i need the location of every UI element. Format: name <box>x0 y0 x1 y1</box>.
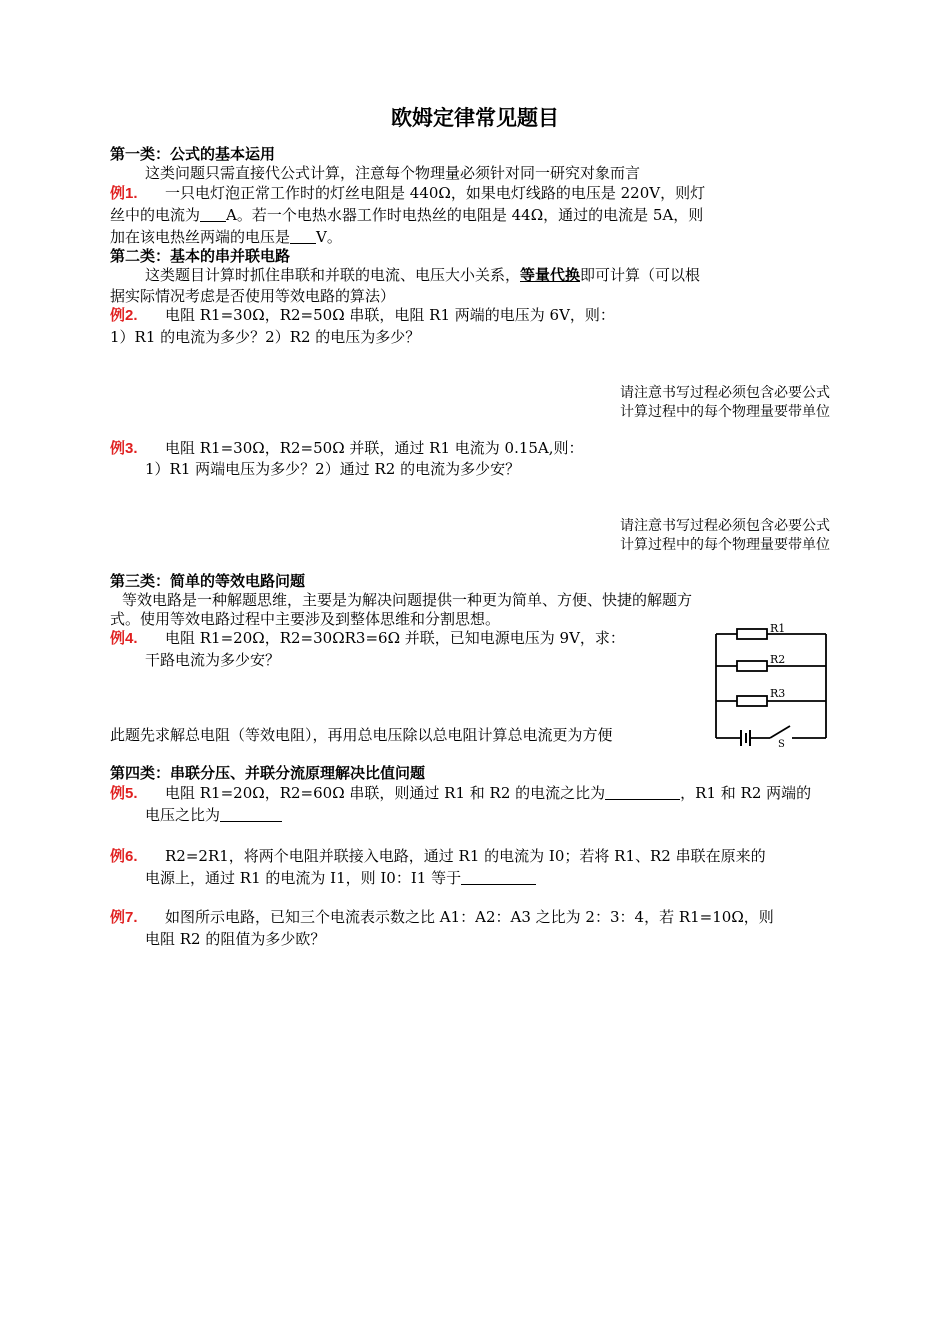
example-text: V。 <box>316 228 342 246</box>
section-heading-1: 第一类：公式的基本运用 <box>110 145 276 163</box>
answer-blank[interactable] <box>220 807 282 822</box>
circuit-label-r1: R1 <box>770 622 786 635</box>
example-3 <box>110 437 584 460</box>
section-intro-3-line-2: 式。使用等效电路过程中主要涉及到整体思维和分割思想。 <box>110 610 501 628</box>
answer-blank[interactable] <box>290 229 316 244</box>
example-5 <box>110 782 811 805</box>
example-7-line-2: 电阻 R2 的阻值为多少欧？ <box>145 930 326 948</box>
example-text: A。若一个电热水器工作时电热丝的电阻是 44Ω，通过的电流是 5A，则 <box>226 206 704 224</box>
circuit-label-switch: S <box>778 739 785 750</box>
example-3-questions: 1）R1 两端电压为多少？2）通过 R2 的电流为多少安？ <box>145 460 521 478</box>
intro-text: 这类题目计算时抓住串联和并联的电流、电压大小关系， <box>145 266 521 284</box>
note-line: 请注意书写过程必须包含必要公式 <box>620 385 830 401</box>
example-label: 例2. <box>110 307 138 324</box>
example-text: 加在该电热丝两端的电压是 <box>110 228 291 246</box>
answer-blank[interactable] <box>200 207 226 222</box>
example-7 <box>110 906 774 929</box>
answer-blank[interactable] <box>461 870 536 885</box>
example-4-question: 干路电流为多少安？ <box>145 651 281 669</box>
example-text: 电压之比为 <box>145 806 221 824</box>
example-1 <box>110 182 705 205</box>
example-label: 例7. <box>110 909 138 926</box>
example-text: 丝中的电流为 <box>110 206 201 224</box>
example-4-hint: 此题先求解总电阻（等效电阻），再用总电压除以总电阻计算总电流更为方便 <box>110 726 613 744</box>
example-2 <box>110 304 615 327</box>
section-heading-3: 第三类：简单的等效电路问题 <box>110 572 306 590</box>
section-heading-4: 第四类：串联分压、并联分流原理解决比值问题 <box>110 764 426 782</box>
answer-blank[interactable] <box>605 785 680 800</box>
section-intro-2-line-2: 据实际情况考虑是否使用等效电路的算法） <box>110 287 396 305</box>
note-line: 计算过程中的每个物理量要带单位 <box>620 404 830 420</box>
example-text: 电源上，通过 R1 的电流为 I1，则 I0：I1 等于 <box>145 869 462 887</box>
example-text: 电阻 R1=20Ω，R2=60Ω 串联，则通过 R1 和 R2 的电流之比为 <box>165 784 606 802</box>
writing-note-2 <box>620 517 830 555</box>
parallel-circuit-diagram <box>710 618 835 750</box>
example-label: 例5. <box>110 785 138 802</box>
intro-text: 即可计算（可以根 <box>580 266 701 284</box>
note-line: 计算过程中的每个物理量要带单位 <box>620 537 830 553</box>
example-text: 电阻 R1=30Ω，R2=50Ω 并联，通过 R1 电流为 0.15A,则： <box>165 439 584 457</box>
example-label: 例4. <box>110 630 138 647</box>
writing-note-1 <box>620 384 830 422</box>
circuit-label-r3: R3 <box>770 687 786 700</box>
example-text: 如图所示电路，已知三个电流表示数之比 A1：A2：A3 之比为 2：3：4，若 R1=10Ω，则 <box>165 908 774 926</box>
example-text: ，R1 和 R2 两端的 <box>680 784 812 802</box>
note-line: 请注意书写过程必须包含必要公式 <box>620 518 830 534</box>
section-intro-2 <box>145 264 700 286</box>
keyword-equivalent-substitution: 等量代换 <box>520 266 581 284</box>
circuit-label-r2: R2 <box>770 653 786 666</box>
example-text: 一只电灯泡正常工作时的灯丝电阻是 440Ω，如果电灯线路的电压是 220V，则灯 <box>165 184 706 202</box>
example-2-questions: 1）R1 的电流为多少？2）R2 的电压为多少？ <box>110 328 421 346</box>
section-heading-2: 第二类：基本的串并联电路 <box>110 247 291 265</box>
example-6 <box>110 845 766 868</box>
section-intro-1: 这类问题只需直接代公式计算，注意每个物理量必须针对同一研究对象而言 <box>145 164 641 182</box>
example-5-line-2 <box>145 804 282 826</box>
page-title: 欧姆定律常见题目 <box>391 105 559 130</box>
example-text: 电阻 R1=30Ω，R2=50Ω 串联，电阻 R1 两端的电压为 6V，则： <box>165 306 615 324</box>
example-text: R2=2R1，将两个电阻并联接入电路，通过 R1 的电流为 I0；若将 R1、R2 串联在原来的 <box>165 847 766 865</box>
example-label: 例6. <box>110 848 138 865</box>
example-1-line-2 <box>110 204 703 226</box>
section-intro-3: 等效电路是一种解题思维，主要是为解决问题提供一种更为简单、方便、快捷的解题方 <box>122 591 693 609</box>
example-label: 例3. <box>110 440 138 457</box>
example-label: 例1. <box>110 185 138 202</box>
example-text: 电阻 R1=20Ω，R2=30ΩR3=6Ω 并联，已知电源电压为 9V，求： <box>165 629 625 647</box>
example-6-line-2 <box>145 867 536 889</box>
example-4 <box>110 627 625 650</box>
